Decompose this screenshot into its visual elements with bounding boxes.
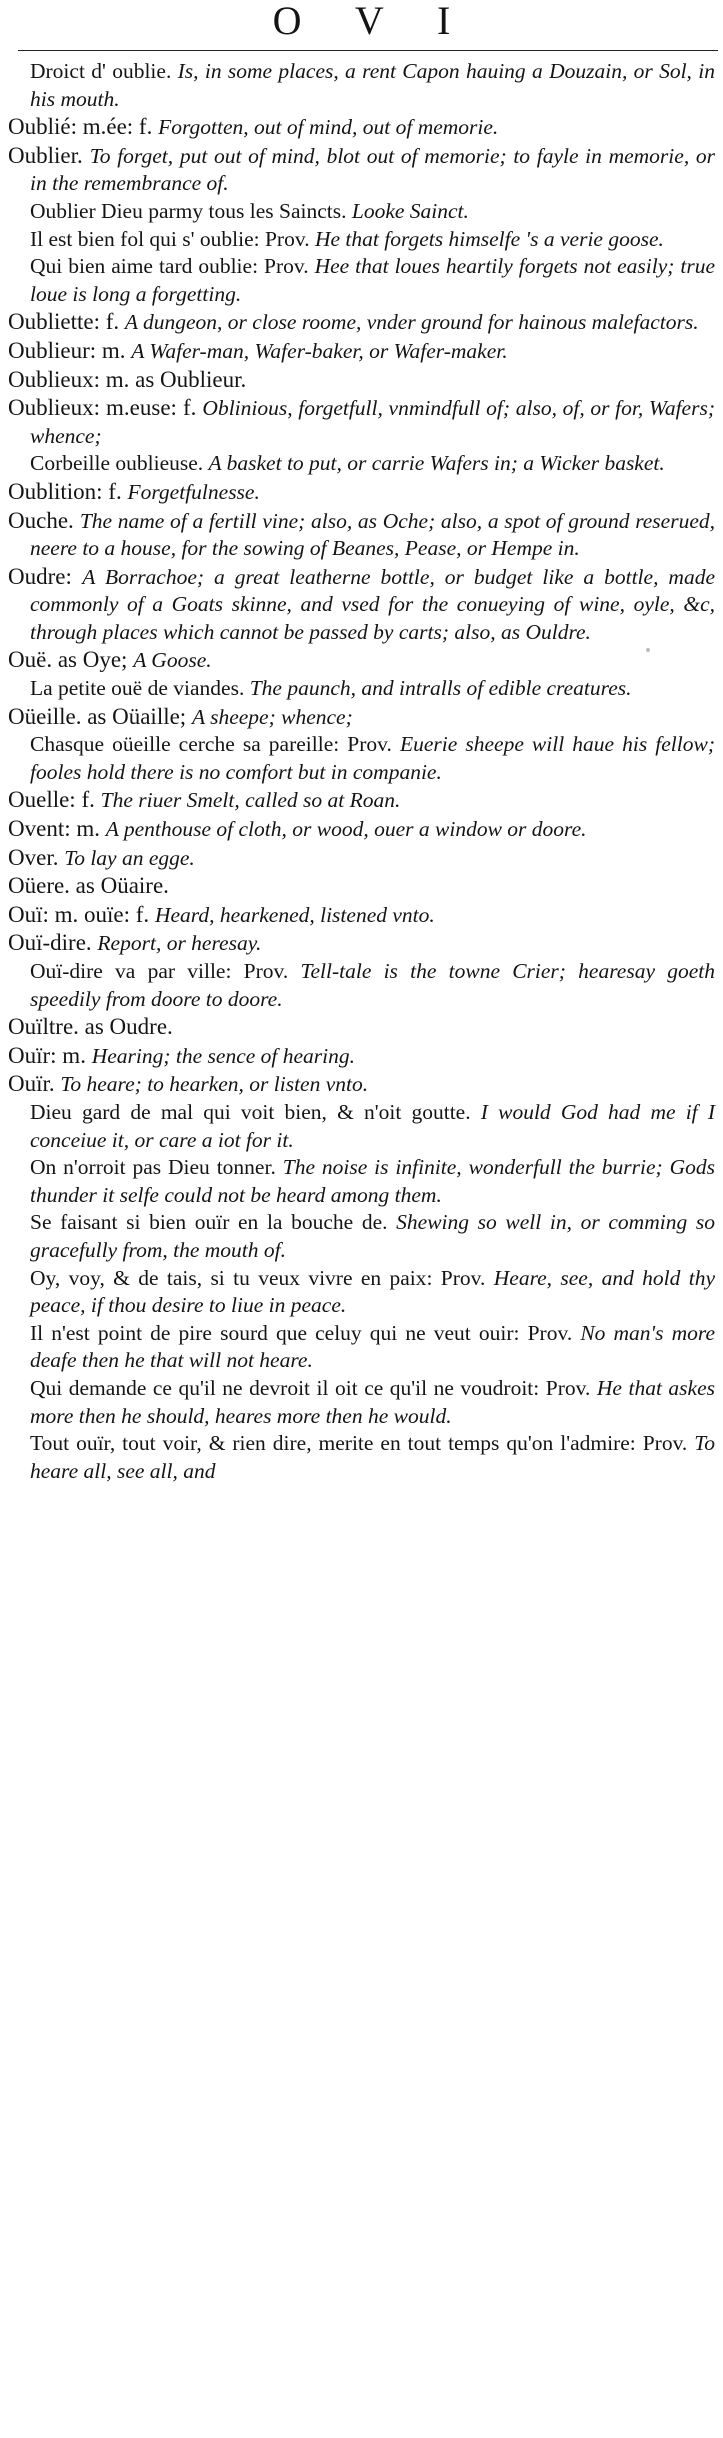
french-text: Oublieux: m. as Oublieur. <box>8 366 247 392</box>
english-gloss: He that askes more then he should, heares more then he would. <box>30 1375 716 1428</box>
english-gloss: Shewing so well in, or comming so gracefully from, the mouth of. <box>30 1210 715 1262</box>
french-text: Il est bien fol qui s' oublie: Prov. <box>30 226 315 251</box>
french-text: Ouïltre. as Oudre. <box>8 1014 173 1040</box>
english-gloss: I would God had me if I conceiue it, or care a iot for it. <box>30 1099 715 1152</box>
french-text: Droict d' oublie. <box>30 59 178 83</box>
english-gloss: A Wafer-man, Wafer-baker, or Wafer-maker. <box>131 338 508 363</box>
english-gloss: Forgotten, out of mind, out of memorie. <box>158 115 499 140</box>
english-gloss: Heare, see, and hold thy peace, if thou desire to liue in peace. <box>30 1265 715 1318</box>
headword-entry <box>0 1042 715 1071</box>
subentry <box>0 1320 715 1375</box>
french-text: Ovent: m. <box>8 816 106 842</box>
subentry <box>0 958 715 1013</box>
headword-entry <box>0 815 715 844</box>
french-text: Qui demande ce qu'il ne devroit il oit ce qu'il ne voudroit: Prov. <box>30 1375 597 1400</box>
english-gloss: Hee that loues heartily forgets not easily; true loue is long a forgetting. <box>30 254 715 306</box>
english-gloss: Oblinious, forgetfull, vnmindfull of; also, of, or for, Wafers; whence; <box>30 396 715 448</box>
french-text: Ouche. <box>8 507 80 533</box>
french-text: Tout ouïr, tout voir, & rien dire, merite en tout temps qu'on l'admire: Prov. <box>30 1431 695 1456</box>
subentry <box>0 450 715 478</box>
page-title: O V I <box>272 0 473 43</box>
french-text: Oublié: m.ée: f. <box>8 114 159 140</box>
headword-entry <box>0 113 715 142</box>
english-gloss: Euerie sheepe will haue his fellow; fooles hold there is no comfort but in companie. <box>30 732 715 784</box>
dictionary-entries <box>0 58 723 1485</box>
french-text: Oublier Dieu parmy tous les Saincts. <box>30 198 352 223</box>
french-text: Ouï-dire. <box>8 930 98 956</box>
headword-entry <box>0 844 715 873</box>
subentry <box>0 58 715 113</box>
english-gloss: Forgetfulnesse. <box>127 479 260 504</box>
french-text: On n'orroit pas Dieu tonner. <box>30 1155 283 1180</box>
subentry <box>0 253 715 308</box>
english-gloss: To forget, put out of mind, blot out of memorie; to fayle in memorie, or in the remembrance of. <box>30 143 715 196</box>
english-gloss: A penthouse of cloth, or wood, ouer a window or doore. <box>105 817 587 842</box>
subentry <box>0 675 715 703</box>
french-text: Ouïr. <box>8 1071 61 1097</box>
headword-entry <box>0 366 715 395</box>
english-gloss: To heare; to hearken, or listen vnto. <box>60 1072 369 1097</box>
headword-entry <box>0 872 715 901</box>
headword-entry <box>0 901 715 930</box>
english-gloss: Is, in some places, a rent Capon hauing a Douzain, or Sol, in his mouth. <box>30 59 715 111</box>
french-text: Il n'est point de pire sourd que celuy qui ne veut ouir: Prov. <box>30 1320 581 1345</box>
subentry <box>0 1265 715 1320</box>
english-gloss: The name of a fertill vine; also, as Oche; also, a spot of ground reserued, neere to a house, for the sowing of Beanes, Pease, or Hempe in. <box>30 508 716 561</box>
page-header <box>0 0 723 42</box>
french-text: Over. <box>8 844 65 870</box>
french-text: Oüere. as Oüaire. <box>8 873 169 899</box>
english-gloss: The paunch, and intralls of edible creatures. <box>249 676 632 701</box>
english-gloss: Report, or heresay. <box>97 931 262 956</box>
headword-entry <box>0 337 715 366</box>
french-text: Ouï-dire va par ville: Prov. <box>30 959 301 983</box>
header-rule <box>18 50 718 51</box>
subentry <box>0 1154 715 1209</box>
headword-entry <box>0 1070 715 1099</box>
french-text: Corbeille oublieuse. <box>30 451 209 476</box>
headword-entry <box>0 507 715 563</box>
french-text: Chasque oüeille cerche sa pareille: Prov. <box>30 732 400 757</box>
headword-entry <box>0 394 715 450</box>
english-gloss: A Goose. <box>133 648 212 673</box>
headword-entry <box>0 142 715 198</box>
french-text: Oudre: <box>8 563 83 589</box>
subentry <box>0 226 715 254</box>
french-text: Ouï: m. ouïe: f. <box>8 901 155 927</box>
french-text: La petite ouë de viandes. <box>30 676 250 701</box>
subentry <box>0 198 715 226</box>
french-text: Oublier. <box>8 142 90 168</box>
subentry <box>0 1375 715 1430</box>
french-text: Oublieux: m.euse: f. <box>8 395 203 421</box>
headword-entry <box>0 563 715 647</box>
subentry <box>0 1209 715 1264</box>
headword-entry <box>0 703 715 732</box>
subentry <box>0 731 715 786</box>
english-gloss: The riuer Smelt, called so at Roan. <box>100 788 401 813</box>
english-gloss: A Borrachoe; a great leatherne bottle, or budget like a bottle, made commonly of a Goats skinne, and vsed for the conueying of wine, oyle, &c, through places which cannot be passed by carts; also, as Ouldre. <box>30 564 715 644</box>
french-text: Oublition: f. <box>8 478 128 504</box>
french-text: Ouïr: m. <box>8 1042 92 1068</box>
english-gloss: He that forgets himselfe 's a verie goose. <box>314 226 664 251</box>
headword-entry <box>0 929 715 958</box>
french-text: Ouelle: f. <box>8 787 101 813</box>
subentry <box>0 1099 715 1154</box>
subentry <box>0 1430 715 1485</box>
english-gloss: Heard, hearkened, listened vnto. <box>154 902 435 927</box>
headword-entry <box>0 478 715 507</box>
english-gloss: Tell-tale is the towne Crier; hearesay goeth speedily from doore to doore. <box>30 959 715 1011</box>
french-text: Oubliette: f. <box>8 309 125 335</box>
headword-entry <box>0 786 715 815</box>
english-gloss: No man's more deafe then he that will not heare. <box>30 1320 715 1373</box>
english-gloss: A sheepe; whence; <box>191 704 353 729</box>
french-text: Se faisant si bien ouïr en la bouche de. <box>30 1210 397 1235</box>
french-text: Oy, voy, & de tais, si tu veux vivre en paix: Prov. <box>30 1265 494 1290</box>
headword-entry <box>0 646 715 675</box>
english-gloss: Looke Sainct. <box>351 198 469 223</box>
french-text: Qui bien aime tard oublie: Prov. <box>30 254 315 279</box>
english-gloss: The noise is infinite, wonderfull the burrie; Gods thunder it selfe could not be heard among them. <box>30 1155 716 1207</box>
french-text: Oüeille. as Oüaille; <box>8 703 192 729</box>
english-gloss: To lay an egge. <box>64 845 195 870</box>
english-gloss: To heare all, see all, and <box>30 1431 715 1483</box>
headword-entry <box>0 1013 715 1042</box>
english-gloss: A basket to put, or carrie Wafers in; a Wicker basket. <box>208 451 665 476</box>
english-gloss: A dungeon, or close roome, vnder ground for hainous malefactors. <box>124 310 699 335</box>
french-text: Oublieur: m. <box>8 337 132 363</box>
english-gloss: Hearing; the sence of hearing. <box>91 1043 356 1068</box>
french-text: Ouë. as Oye; <box>8 647 134 673</box>
headword-entry <box>0 308 715 337</box>
french-text: Dieu gard de mal qui voit bien, & n'oit goutte. <box>30 1099 481 1124</box>
